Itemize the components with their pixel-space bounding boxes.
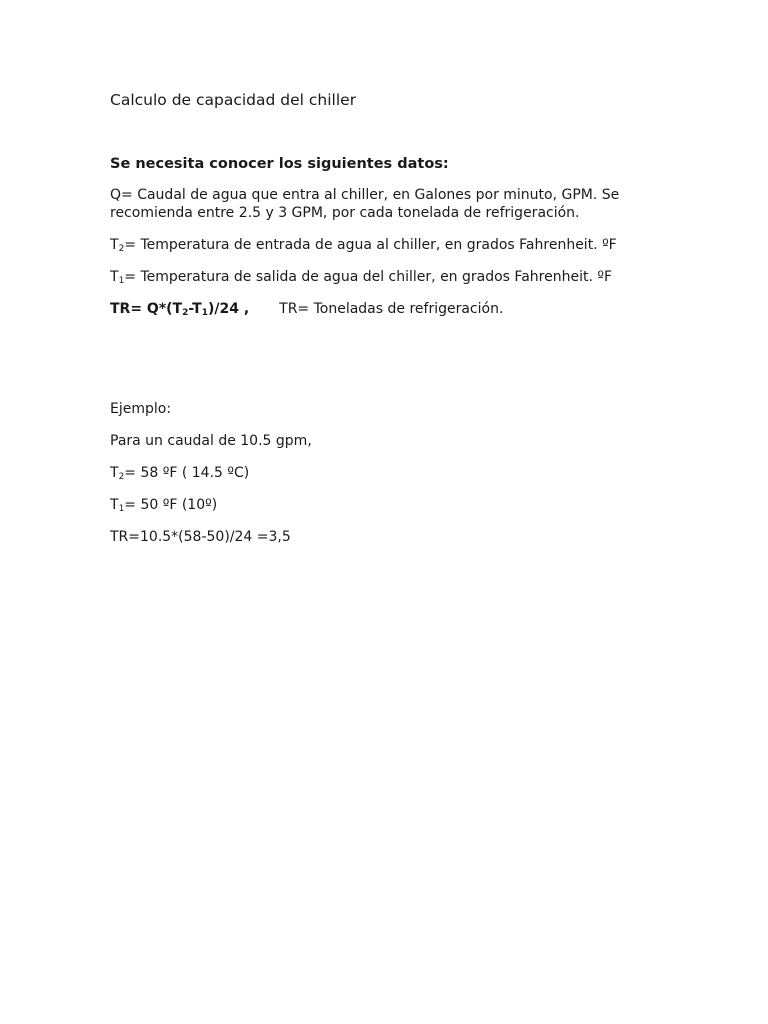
formula-part-1: TR= Q*(T [110,301,183,317]
example-t2-text: = 58 ºF ( 14.5 ºC) [124,465,250,481]
example-flow: Para un caudal de 10.5 gpm, [110,433,312,449]
formula-sub-1: 1 [201,308,208,318]
example-t1 [110,496,670,514]
t1-subscript: 1 [118,276,125,286]
section-subtitle: Se necesita conocer los siguientes datos: [110,156,449,172]
example-t1-symbol: T [110,497,119,513]
formula-part-3: )/24 , [207,301,250,317]
example-t1-subscript: 1 [118,504,125,514]
example-t2-subscript: 2 [118,472,125,482]
t1-definition-text: = Temperatura de salida de agua del chiller, en grados Fahrenheit. ºF [124,269,612,285]
t2-symbol: T [110,237,119,253]
tr-formula [110,300,670,318]
t2-definition [110,236,670,254]
example-t2-symbol: T [110,465,119,481]
example-t1-text: = 50 ºF (10º) [124,497,218,513]
section-spacer [110,318,670,388]
formula-description: TR= Toneladas de refrigeración. [279,301,504,317]
document-title: Calculo de capacidad del chiller [110,91,357,109]
formula-part-2: -T [188,301,202,317]
t1-definition [110,268,670,286]
t2-definition-text: = Temperatura de entrada de agua al chiller, en grados Fahrenheit. ºF [124,237,617,253]
example-t2 [110,464,670,482]
formula-sub-2: 2 [182,308,189,318]
document-content [110,90,670,546]
t2-subscript: 2 [118,244,125,254]
example-heading: Ejemplo: [110,401,172,417]
example-result: TR=10.5*(58-50)/24 =3,5 [110,529,291,545]
q-definition: Q= Caudal de agua que entra al chiller, en Galones por minuto, GPM. Se recomienda entre 2.5 y 3 GPM, por cada tonelada de refrigeración. [110,187,620,221]
t1-symbol: T [110,269,119,285]
formula-expression [110,301,249,317]
